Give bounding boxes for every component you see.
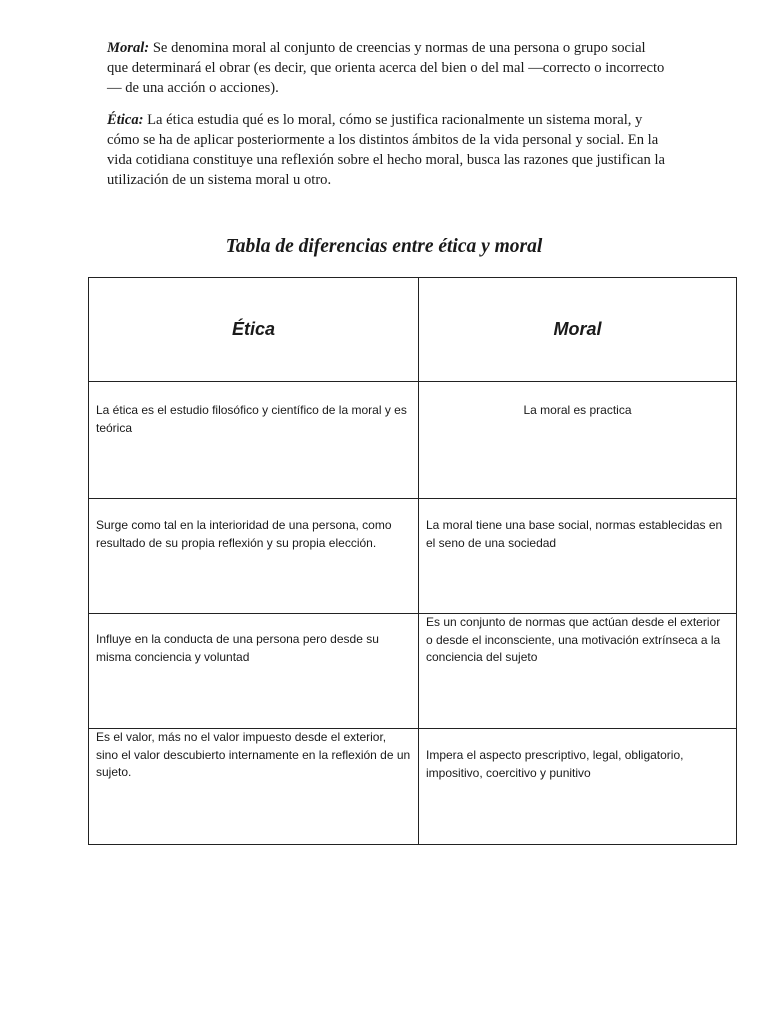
definition-text-etica: La ética estudia qué es lo moral, cómo se justifica racionalmente un sistema moral, y cómo se ha de aplicar posteriormente a los distintos ámbitos de la vida personal y social. En la vida cotidiana constituye una reflexión sobre el hecho moral, busca las razones que justifican la utilización de un sistema moral u otro. bbox=[107, 112, 666, 188]
table-cell-moral: La moral es practica bbox=[419, 382, 737, 499]
definition-text-moral: Se denomina moral al conjunto de creencias y normas de una persona o grupo social que determinará el obrar (es decir, que orienta acerca del bien o del mal —correcto o incorrecto— de una acción o acciones). bbox=[107, 40, 665, 96]
header-etica: Ética bbox=[89, 278, 419, 382]
differences-table bbox=[88, 277, 737, 845]
header-moral: Moral bbox=[419, 278, 737, 382]
definition-term-moral: Moral: bbox=[107, 40, 150, 56]
definition-etica bbox=[107, 110, 667, 190]
table-cell-moral: Es un conjunto de normas que actúan desde el exterior o desde el inconsciente, una motivación extrínseca a la conciencia del sujeto bbox=[419, 614, 737, 729]
table-cell-moral: Impera el aspecto prescriptivo, legal, obligatorio, impositivo, coercitivo y punitivo bbox=[419, 729, 737, 845]
table-row bbox=[89, 499, 737, 614]
table-row bbox=[89, 382, 737, 499]
table-title: Tabla de diferencias entre ética y moral bbox=[225, 236, 543, 257]
table-cell-etica: Surge como tal en la interioridad de una persona, como resultado de su propia reflexión y su propia elección. bbox=[89, 499, 419, 614]
table-cell-etica: Influye en la conducta de una persona pero desde su misma conciencia y voluntad bbox=[89, 614, 419, 729]
definition-moral bbox=[107, 38, 667, 98]
table-cell-moral: La moral tiene una base social, normas establecidas en el seno de una sociedad bbox=[419, 499, 737, 614]
table-row bbox=[89, 614, 737, 729]
table-header-row bbox=[89, 278, 737, 382]
table-cell-etica: La ética es el estudio filosófico y científico de la moral y es teórica bbox=[89, 382, 419, 499]
definition-term-etica: Ética: bbox=[107, 112, 144, 128]
table-row bbox=[89, 729, 737, 845]
table-cell-etica: Es el valor, más no el valor impuesto desde el exterior, sino el valor descubierto internamente en la reflexión de un sujeto. bbox=[89, 729, 419, 845]
